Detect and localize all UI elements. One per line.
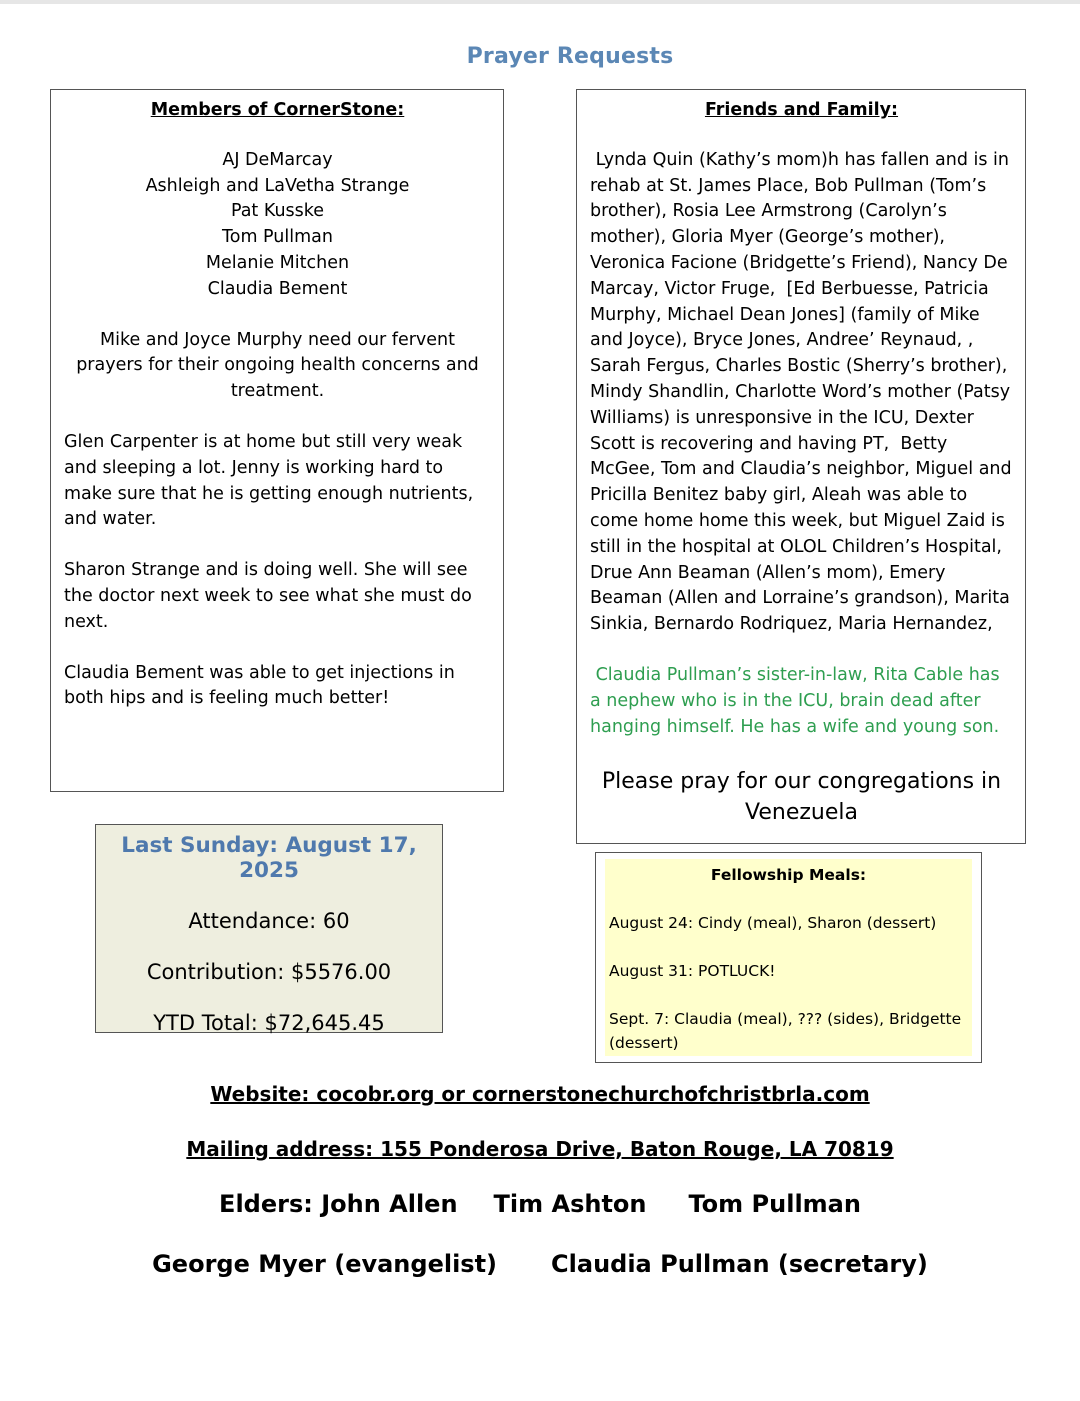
members-paragraph: Mike and Joyce Murphy need our fervent prayers for their ongoing health concerns and treatment. (76, 329, 479, 402)
member-name: Ashleigh and LaVetha Strange (145, 175, 410, 196)
meal-item: August 24: Cindy (meal), Sharon (dessert) (609, 914, 937, 932)
friends-green-text: Claudia Pullman’s sister-in-law, Rita Cable has a nephew who is in the ICU, brain dead after hanging himself. He has a wife and young son. (590, 664, 1006, 737)
members-box (50, 89, 504, 792)
staff-line (0, 1250, 1080, 1278)
website-line: Website: cocobr.org or cornerstonechurchofchristbrla.com (210, 1082, 870, 1106)
meal-item: Sept. 7: Claudia (meal), ??? (sides), Bridgette (dessert) (609, 1010, 962, 1052)
friends-heading: Friends and Family: (704, 100, 899, 120)
pray-venezuela-text: Please pray for our congregations in Venezuela (601, 769, 1002, 826)
friends-box (576, 89, 1026, 844)
last-sunday-date: Last Sunday: August 17, 2025 (121, 833, 417, 883)
member-name: Claudia Bement (207, 278, 348, 299)
attendance-value: Attendance: 60 (188, 909, 350, 933)
mailing-address-line: Mailing address: 155 Ponderosa Drive, Baton Rouge, LA 70819 (186, 1137, 894, 1161)
members-paragraph: Claudia Bement was able to get injections in both hips and is feeling much better! (64, 662, 455, 709)
members-paragraph: Glen Carpenter is at home but still very weak and sleeping a lot. Jenny is working hard to make sure that he is getting enough nutrients, and water. (64, 431, 474, 530)
member-name: Pat Kusske (230, 201, 325, 222)
elder-name: Tim Ashton (493, 1190, 647, 1218)
elders-line (0, 1190, 1080, 1218)
evangelist-name: George Myer (evangelist) (152, 1250, 498, 1278)
secretary-name: Claudia Pullman (secretary) (551, 1250, 928, 1278)
stats-box (95, 824, 443, 1033)
page-title: Prayer Requests (466, 44, 674, 69)
member-name: Tom Pullman (222, 227, 333, 248)
contribution-value: Contribution: $5576.00 (146, 960, 392, 984)
member-name: AJ DeMarcay (222, 149, 333, 170)
elder-name: Elders: John Allen (219, 1190, 458, 1218)
member-name: Melanie Mitchen (205, 252, 350, 273)
meals-heading: Fellowship Meals: (710, 866, 867, 884)
elder-name: Tom Pullman (688, 1190, 861, 1218)
members-paragraph: Sharon Strange and is doing well. She will see the doctor next week to see what she must do next. (64, 560, 472, 632)
ytd-total-value: YTD Total: $72,645.45 (153, 1011, 385, 1035)
meals-inner (605, 859, 972, 1056)
meal-item: August 31: POTLUCK! (609, 962, 776, 980)
members-names-list (64, 148, 491, 303)
meals-box (595, 852, 982, 1063)
friends-main-text: Lynda Quin (Kathy’s mom)h has fallen and is in rehab at St. James Place, Bob Pullman (Tom’s brother), Rosia Lee Armstrong (Carolyn’s mother), Gloria Myer (George’s mother), Veronica Facione (Bridgette’s Friend), Nancy De Marcay, Victor Fruge, [Ed Berbuesse, Patricia Murphy, Michael Dean Jones] (family of Mike and Joyce), Bryce Jones, Andree’ Reynaud, , Sarah Fergus, Charles Bostic (Sherry’s brother), Mindy Shandlin, Charlotte Word’s mother (Patsy Williams) is unresponsive in the ICU, Dexter Scott is recovering and having PT, Betty McGee, Tom and Claudia’s neighbor, Miguel and Pricilla Benitez baby girl, Aleah was able to come home home this week, but Miguel Zaid is still in the hospital at OLOL Children’s Hospital, Drue Ann Beaman (Allen’s mom), Emery Beaman (Allen and Lorraine’s grandson), Marita Sinkia, Bernardo Rodriquez, Maria Hernandez, (590, 149, 1018, 635)
top-bar (0, 0, 1080, 4)
members-heading: Members of CornerStone: (150, 100, 405, 120)
